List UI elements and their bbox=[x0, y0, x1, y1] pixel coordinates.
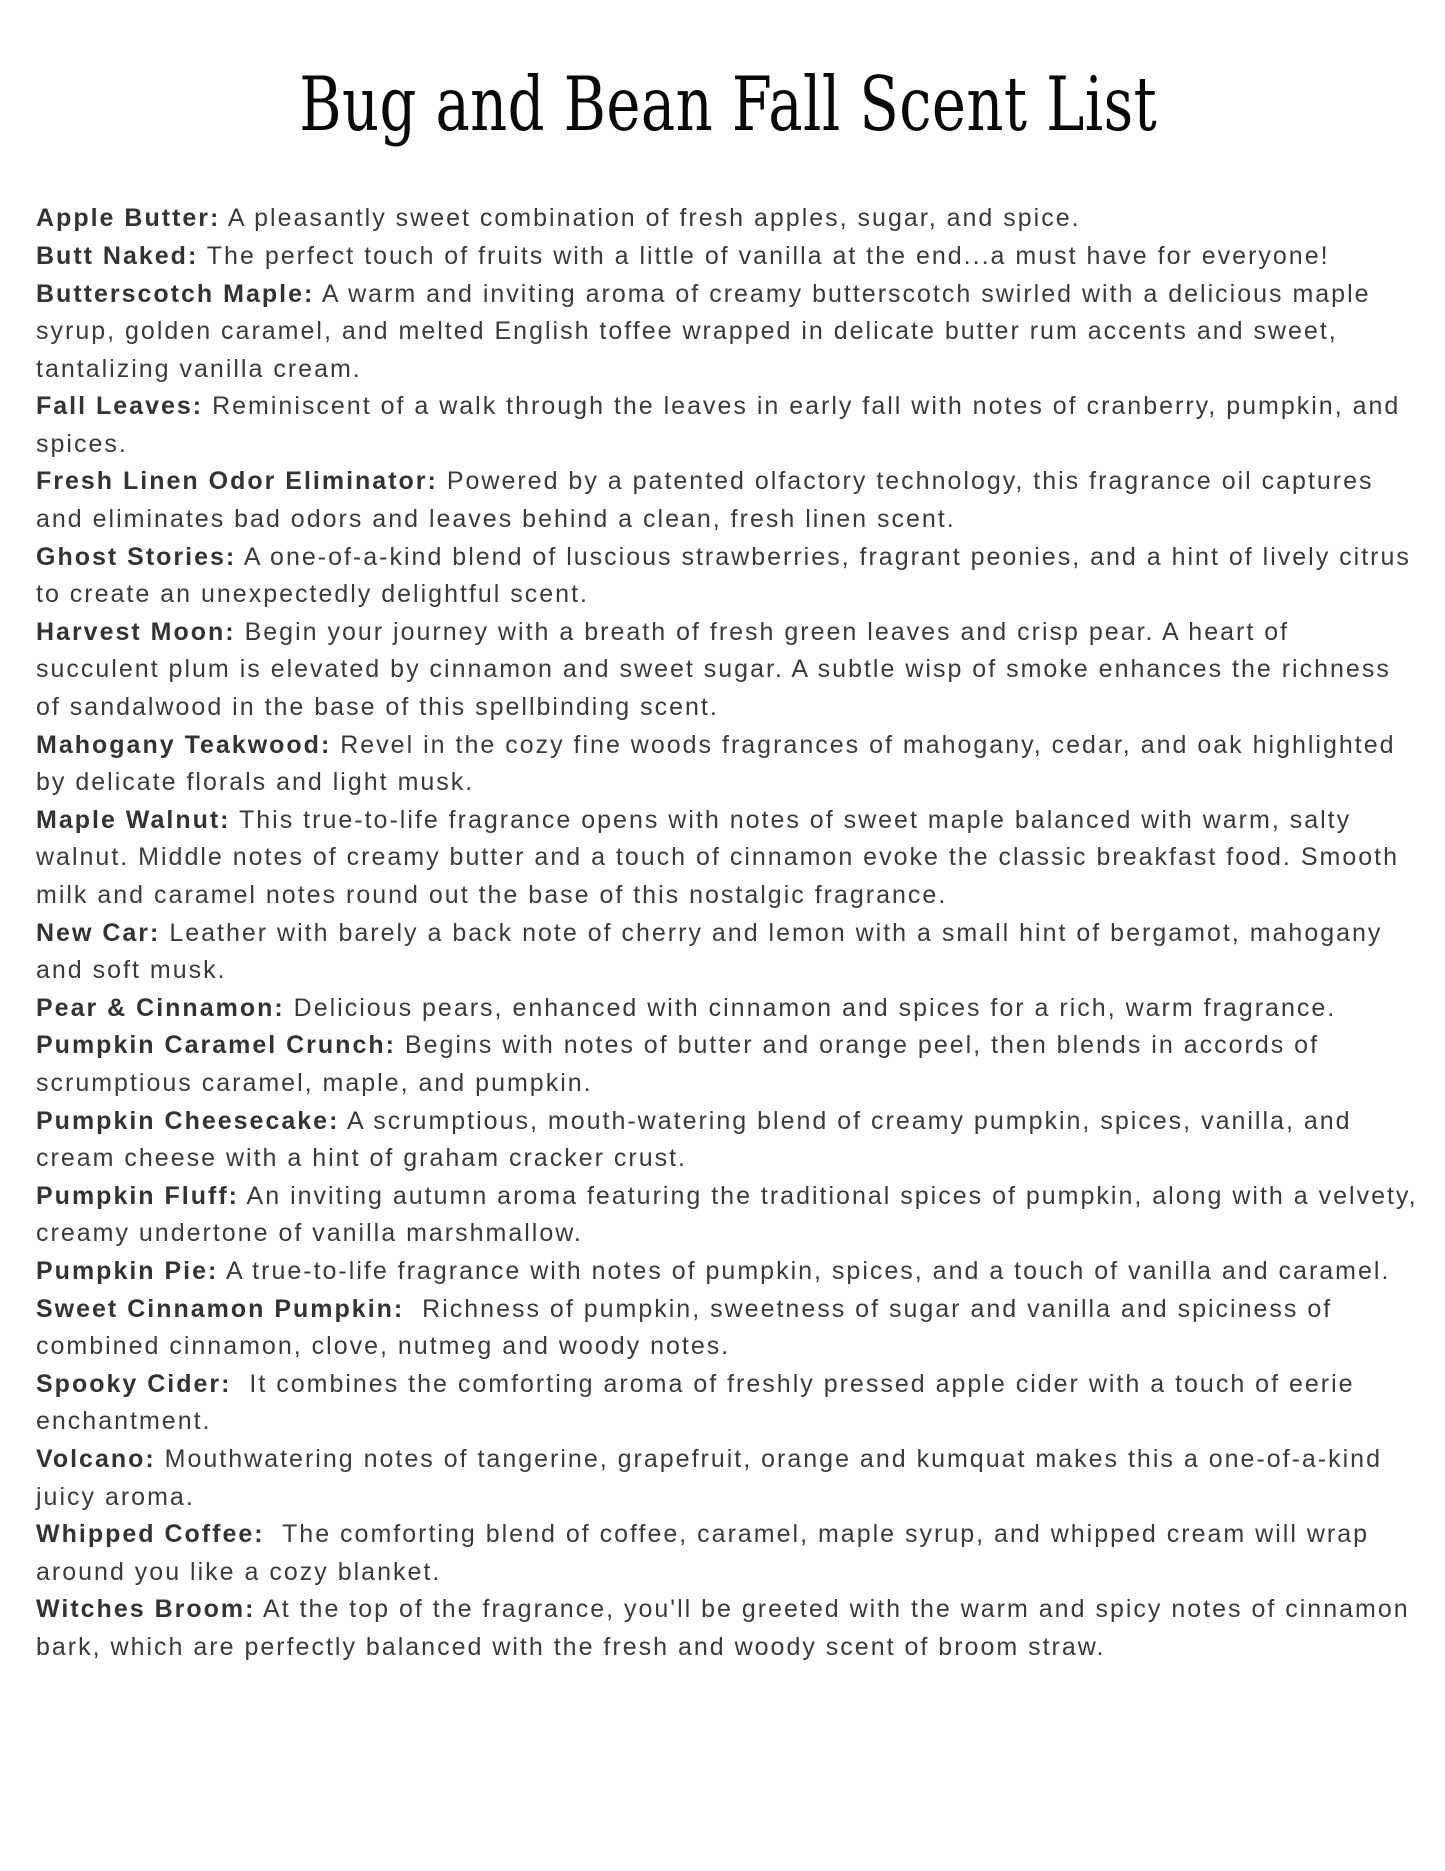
scent-description: A warm and inviting aroma of creamy butterscotch swirled with a delicious maple syrup, golden caramel, and melted English toffee wrapped in delicate butter rum accents and sweet, tantalizing vanilla cream. bbox=[36, 279, 1380, 383]
scent-name: Whipped Coffee: bbox=[36, 1520, 265, 1549]
scent-name: Spooky Cider: bbox=[36, 1369, 232, 1398]
scent-description: Leather with barely a back note of cherry and lemon with a small hint of bergamot, mahogany and soft musk. bbox=[36, 918, 1392, 985]
scent-name: Butterscotch Maple: bbox=[36, 279, 315, 308]
scent-description: Richness of pumpkin, sweetness of sugar and vanilla and spiciness of combined cinnamon, clove, nutmeg and woody notes. bbox=[36, 1294, 1342, 1361]
scent-description: Mouthwatering notes of tangerine, grapefruit, orange and kumquat makes this a one-of-a-kind juicy aroma. bbox=[36, 1444, 1391, 1511]
scent-description: The comforting blend of coffee, caramel, maple syrup, and whipped cream will wrap around you like a cozy blanket. bbox=[36, 1520, 1378, 1586]
scent-name: Pumpkin Fluff: bbox=[36, 1181, 239, 1210]
scent-description: A one-of-a-kind blend of luscious strawberries, fragrant peonies, and a hint of lively citrus to create an unexpectedly delightful scent. bbox=[36, 542, 1420, 609]
scent-name: Mahogany Teakwood: bbox=[36, 730, 332, 759]
scent-description: At the top of the fragrance, you'll be greeted with the warm and spicy notes of cinnamon bark, which are perfectly balanced with the fresh and woody scent of broom straw. bbox=[36, 1595, 1419, 1661]
scent-description: Revel in the cozy fine woods fragrances of mahogany, cedar, and oak highlighted by delicate florals and light musk. bbox=[36, 730, 1405, 797]
scent-entry bbox=[36, 200, 1420, 238]
scent-name: Volcano: bbox=[36, 1444, 156, 1473]
scent-name: Pumpkin Pie: bbox=[36, 1256, 219, 1285]
scent-name: Butt Naked: bbox=[36, 241, 199, 270]
scent-name: Ghost Stories: bbox=[36, 542, 237, 571]
scent-description: An inviting autumn aroma featuring the traditional spices of pumpkin, along with a velvety, creamy undertone of vanilla marshmallow. bbox=[36, 1181, 1427, 1248]
scent-entry bbox=[36, 915, 1420, 990]
scent-name: Pumpkin Cheesecake: bbox=[36, 1106, 340, 1135]
scent-description: Reminiscent of a walk through the leaves in early fall with notes of cranberry, pumpkin, and spices. bbox=[36, 392, 1410, 458]
scent-description: It combines the comforting aroma of freshly pressed apple cider with a touch of eerie enchantment. bbox=[36, 1369, 1364, 1436]
scent-entry bbox=[36, 614, 1420, 727]
scent-name: Fresh Linen Odor Eliminator: bbox=[36, 467, 438, 496]
scent-entry bbox=[36, 238, 1420, 276]
scent-description: Begin your journey with a breath of fresh green leaves and crisp pear. A heart of succulent plum is elevated by cinnamon and sweet sugar. A subtle wisp of smoke enhances the richness of sandalwood in the base of this spellbinding scent. bbox=[36, 617, 1400, 722]
scent-name: Sweet Cinnamon Pumpkin: bbox=[36, 1294, 405, 1323]
scent-name: Harvest Moon: bbox=[36, 617, 236, 646]
scent-list bbox=[36, 200, 1427, 1666]
scent-entry bbox=[36, 1027, 1420, 1102]
scent-entry bbox=[36, 802, 1420, 915]
scent-description: Begins with notes of butter and orange peel, then blends in accords of scrumptious caramel, maple, and pumpkin. bbox=[36, 1031, 1328, 1097]
scent-name: Apple Butter: bbox=[36, 204, 221, 233]
scent-name: Pear & Cinnamon: bbox=[36, 993, 285, 1022]
scent-entry bbox=[36, 388, 1420, 463]
scent-name: Maple Walnut: bbox=[36, 805, 231, 834]
page-title-text: Bug and Bean Fall Scent List bbox=[299, 60, 1157, 148]
scent-description: This true-to-life fragrance opens with notes of sweet maple balanced with warm, salty walnut. Middle notes of creamy butter and a touch of cinnamon evoke the classic breakfast food. Smooth milk and caramel notes round out the base of this nostalgic fragrance. bbox=[36, 805, 1408, 909]
scent-entry bbox=[36, 990, 1420, 1028]
page-title bbox=[36, 60, 1420, 148]
scent-entry bbox=[36, 276, 1420, 389]
scent-description: A true-to-life fragrance with notes of pumpkin, spices, and a touch of vanilla and caramel. bbox=[218, 1256, 1391, 1285]
scent-description: Powered by a patented olfactory technology, this fragrance oil captures and eliminates bad odors and leaves behind a clean, fresh linen scent. bbox=[36, 467, 1383, 534]
scent-entry bbox=[36, 539, 1420, 614]
scent-entry bbox=[36, 1441, 1420, 1516]
scent-entry bbox=[36, 727, 1420, 802]
scent-entry bbox=[36, 1178, 1427, 1253]
scent-entry bbox=[36, 1366, 1420, 1441]
scent-entry bbox=[36, 1291, 1420, 1366]
scent-description: The perfect touch of fruits with a little of vanilla at the end...a must have for everyone! bbox=[198, 241, 1330, 270]
scent-entry bbox=[36, 463, 1420, 538]
scent-name: Pumpkin Caramel Crunch: bbox=[36, 1031, 396, 1060]
scent-description: A pleasantly sweet combination of fresh apples, sugar, and spice. bbox=[220, 204, 1081, 233]
scent-entry bbox=[36, 1591, 1420, 1666]
scent-description: A scrumptious, mouth-watering blend of creamy pumpkin, spices, vanilla, and cream cheese with a hint of graham cracker crust. bbox=[36, 1106, 1361, 1173]
scent-name: New Car: bbox=[36, 918, 161, 947]
scent-name: Witches Broom: bbox=[36, 1595, 256, 1624]
scent-name: Fall Leaves: bbox=[36, 392, 204, 421]
scent-entry bbox=[36, 1253, 1420, 1291]
scent-entry bbox=[36, 1103, 1420, 1178]
scent-entry bbox=[36, 1516, 1420, 1591]
scent-description: Delicious pears, enhanced with cinnamon and spices for a rich, warm fragrance. bbox=[284, 993, 1337, 1022]
